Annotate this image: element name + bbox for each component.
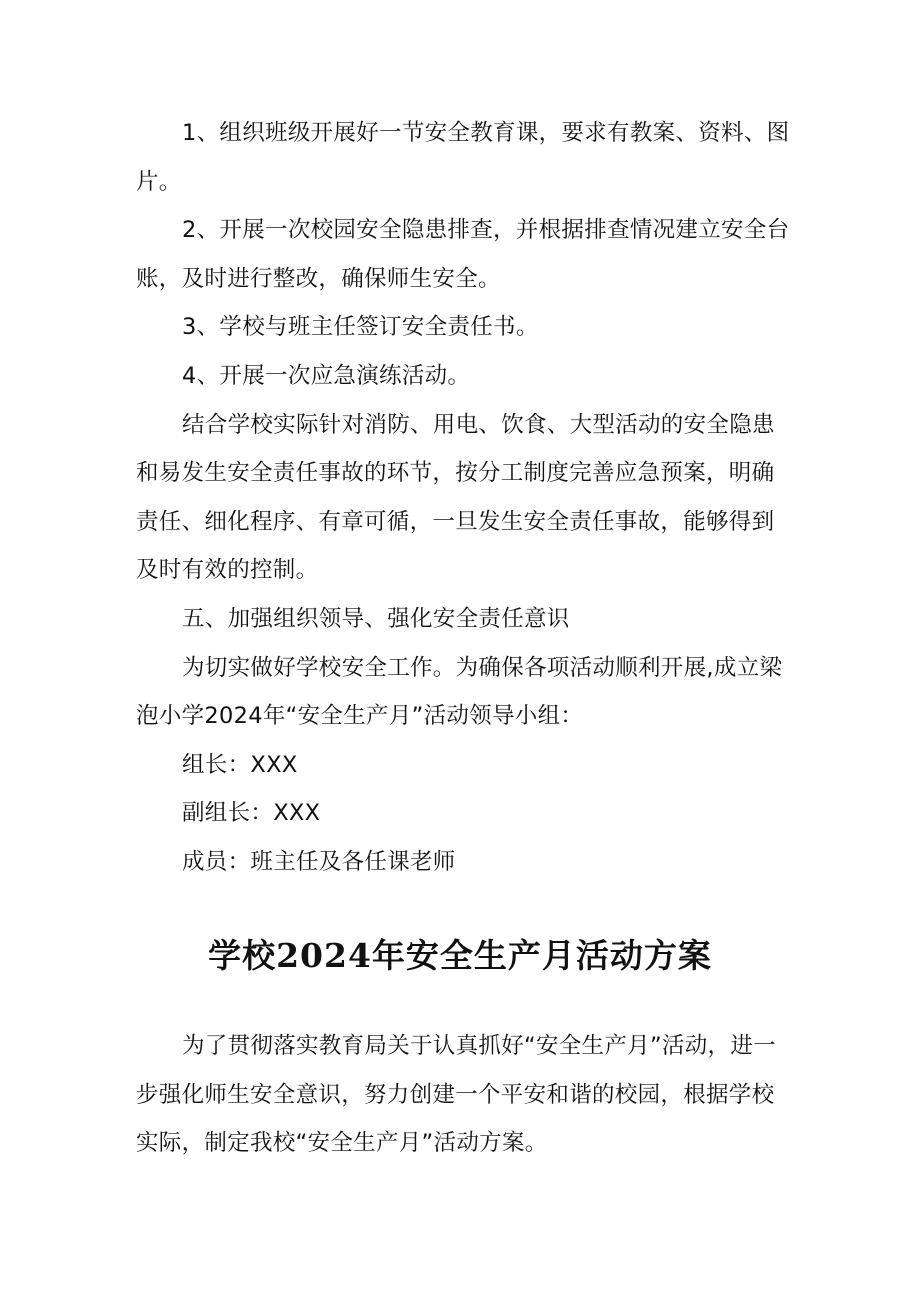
members-line: 成员：班主任及各任课老师: [182, 848, 456, 875]
lower-body-text: [136, 1022, 796, 1168]
group-leader-line: 组长：XXX: [182, 751, 298, 778]
paragraph-item-3: 3、学校与班主任签订安全责任书。: [182, 314, 539, 341]
deputy-leader-line: 副组长：XXX: [182, 800, 321, 827]
paragraph-item-4: 4、开展一次应急演练活动。: [182, 362, 471, 389]
paragraph-item-2: 2、开展一次校园安全隐患排查，并根据排查情况建立安全台账，及时进行整改，确保师生安全。: [136, 217, 790, 292]
section-heading-five: 五、加强组织领导、强化安全责任意识: [182, 605, 570, 632]
intro-paragraph: 为了贯彻落实教育局关于认真抓好“安全生产月”活动，进一步强化师生安全意识，努力创建一个平安和谐的校园，根据学校实际，制定我校“安全生产月”活动方案。: [136, 1033, 776, 1157]
paragraph-item-1: 1、组织班级开展好一节安全教育课，要求有教案、资料、图片。: [136, 120, 790, 195]
paragraph-emergency-plan: 结合学校实际针对消防、用电、饮食、大型活动的安全隐患和易发生安全责任事故的环节，按分工制度完善应急预案，明确责任、细化程序、有章可循，一旦发生安全责任事故，能够得到及时有效的控制。: [136, 411, 775, 584]
document-title: 学校2024年安全生产月活动方案: [208, 936, 712, 975]
upper-body-text: [136, 109, 796, 887]
paragraph-leadership-group: 为切实做好学校安全工作。为确保各项活动顺利开展,成立梁泡小学2024年“安全生产月”活动领导小组：: [136, 654, 783, 730]
